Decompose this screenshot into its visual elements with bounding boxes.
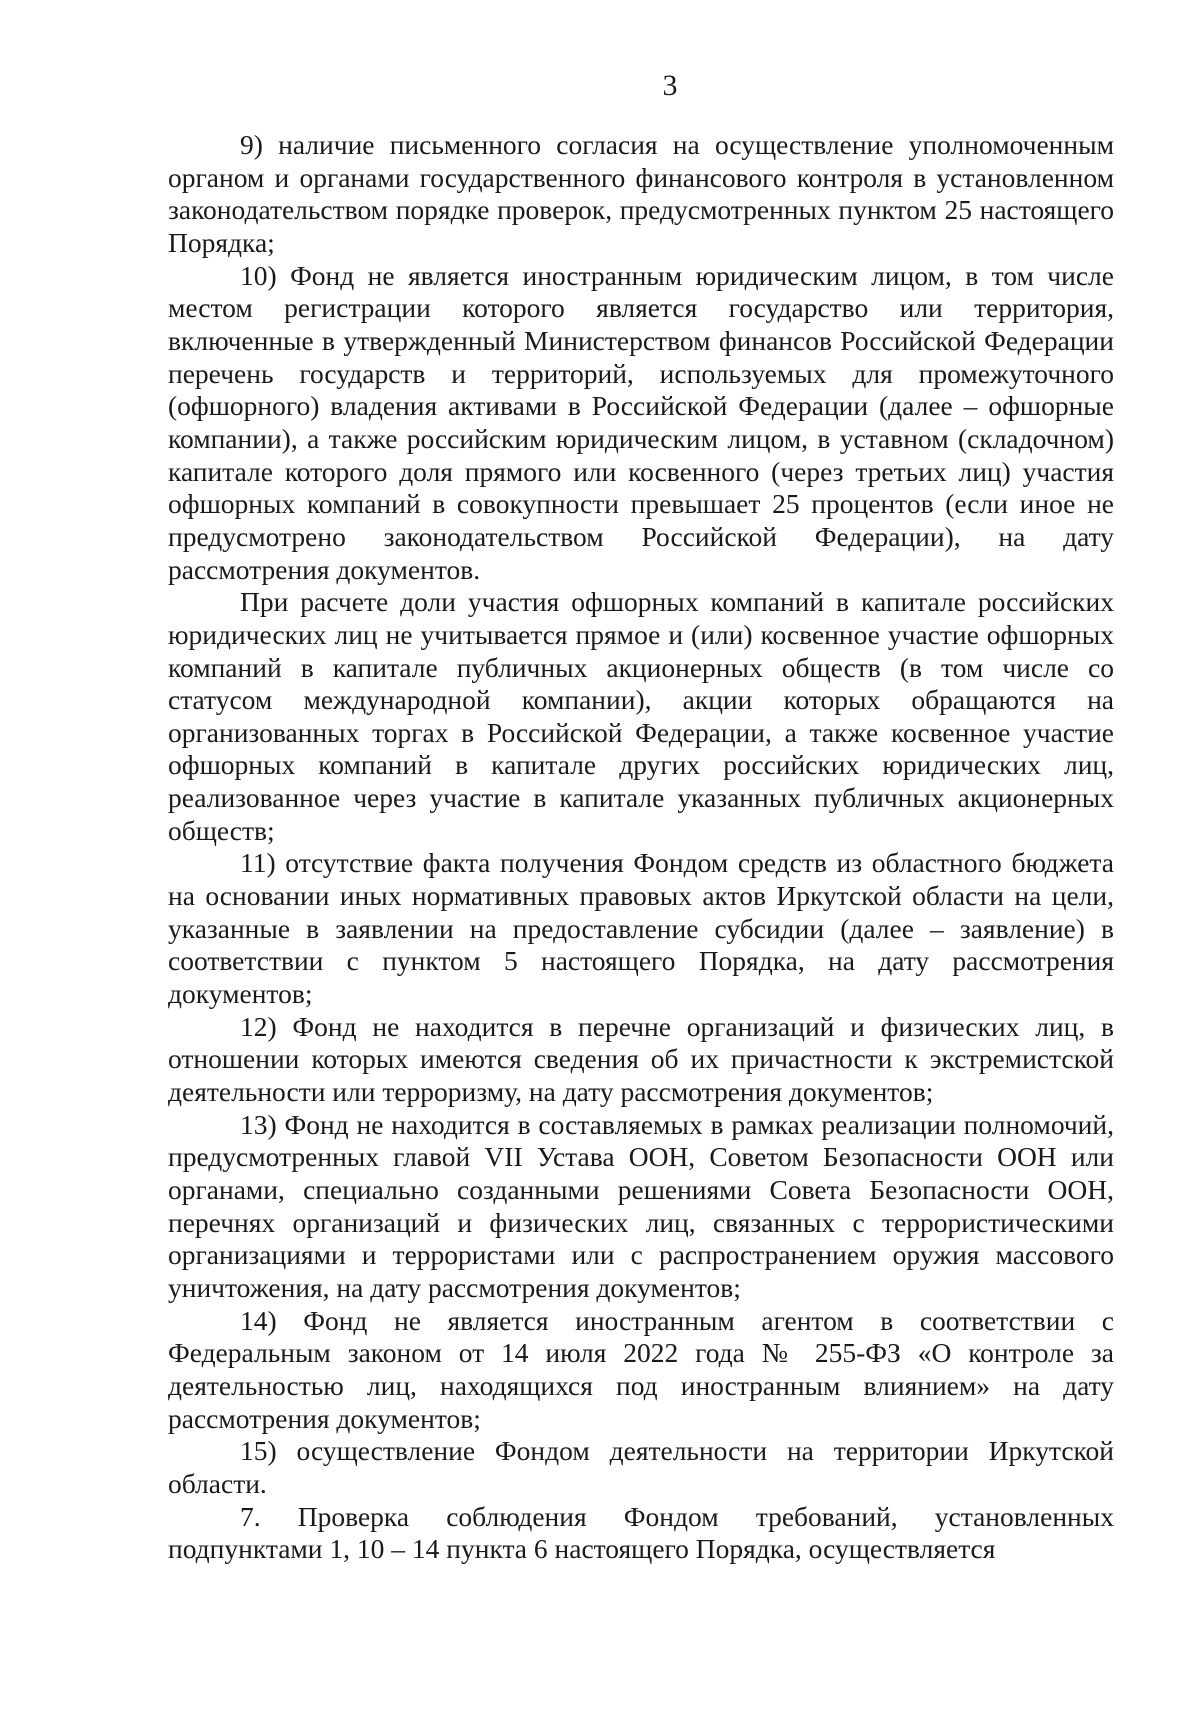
paragraph-item-9: 9) наличие письменного согласия на осуществление уполномоченным органом и органами государственного финансового контроля в установленном законодательством порядке проверок, предусмотренных пунктом 25 настоящего Порядка; [168, 129, 1114, 258]
paragraph-offshore-calculation: При расчете доли участия офшорных компаний в капитале российских юридических лиц не учитывается прямое и (или) косвенное участие офшорных компаний в капитале публичных акционерных обществ (в том числе со статусом международной компании), акции которых обращаются на организованных торгах в Российской Федерации, а также косвенное участие офшорных компаний в капитале других российских юридических лиц, реализованное через участие в капитале указанных публичных акционерных обществ; [168, 586, 1114, 846]
paragraph-item-10: 10) Фонд не является иностранным юридическим лицом, в том числе местом регистрации которого является государство или территория, включенные в утвержденный Министерством финансов Российской Федерации перечень государств и территорий, используемых для промежуточного (офшорного) владения активами в Российской Федерации (далее – офшорные компании), а также российским юридическим лицом, в уставном (складочном) капитале которого доля прямого или косвенного (через третьих лиц) участия офшорных компаний в совокупности превышает 25 процентов (если иное не предусмотрено законодательством Российской Федерации), на дату рассмотрения документов. [168, 259, 1114, 585]
paragraph-item-12: 12) Фонд не находится в перечне организаций и физических лиц, в отношении которых имеются сведения об их причастности к экстремистской деятельности или терроризму, на дату рассмотрения документов; [168, 1010, 1114, 1108]
paragraph-item-15: 15) осуществление Фондом деятельности на территории Иркутской области. [168, 1435, 1114, 1499]
paragraph-item-14: 14) Фонд не является иностранным агентом в соответствии с Федеральным законом от 14 июля 2022 года № 255-ФЗ «О контроле за деятельностью лиц, находящихся под иностранным влиянием» на дату рассмотрения документов; [168, 1304, 1114, 1434]
paragraph-item-11: 11) отсутствие факта получения Фондом средств из областного бюджета на основании иных нормативных правовых актов Иркутской области на цели, указанные в заявлении на предоставление субсидии (далее – заявление) в соответствии с пунктом 5 настоящего Порядка, на дату рассмотрения документов; [168, 847, 1114, 1010]
paragraph-item-13: 13) Фонд не находится в составляемых в рамках реализации полномочий, предусмотренных главой VII Устава ООН, Советом Безопасности ООН или органами, специально созданными решениями Совета Безопасности ООН, перечнях организаций и физических лиц, связанных с террористическими организациями и террористами или с распространением оружия массового уничтожения, на дату рассмотрения документов; [168, 1108, 1114, 1303]
page-number: 3 [662, 69, 678, 102]
document-body [168, 129, 1114, 1566]
paragraph-section-7: 7. Проверка соблюдения Фондом требований, установленных подпунктами 1, 10 – 14 пункта 6 настоящего Порядка, осуществляется [168, 1500, 1114, 1565]
